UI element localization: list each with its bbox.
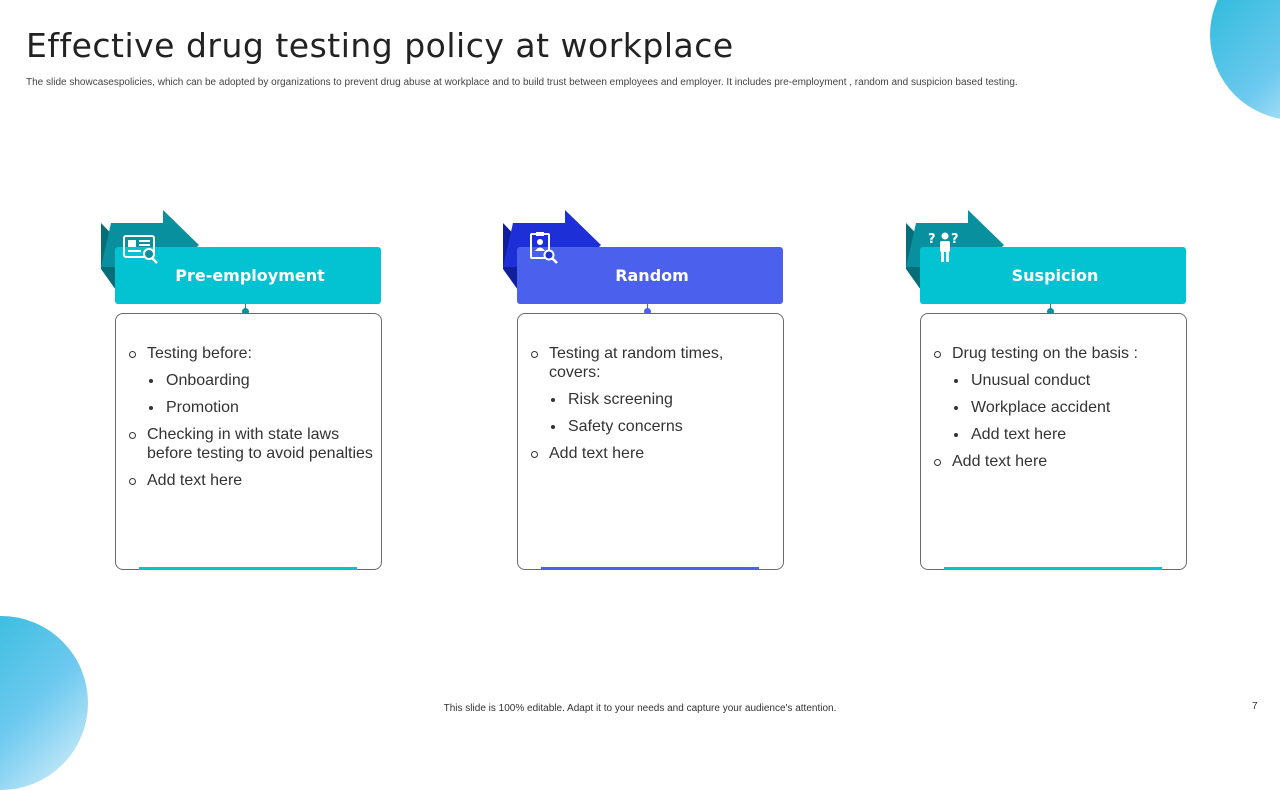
card-underline <box>944 567 1162 570</box>
svg-text:?: ? <box>928 232 936 247</box>
list-item: Testing before: <box>128 344 373 363</box>
svg-text:?: ? <box>951 232 959 247</box>
card-body <box>517 313 784 570</box>
card-title: Random <box>615 266 689 285</box>
list-subitem: Add text here <box>933 425 1178 444</box>
card-underline <box>139 567 357 570</box>
document-search-icon <box>523 230 563 266</box>
card-list <box>933 344 1178 479</box>
list-subitem: Workplace accident <box>933 398 1178 417</box>
card-underline <box>541 567 759 570</box>
decorative-circle-top-right <box>1210 0 1280 120</box>
person-question-icon <box>926 230 966 266</box>
card-list <box>530 344 775 471</box>
list-item: Drug testing on the basis : <box>933 344 1178 363</box>
card-list <box>128 344 373 498</box>
card-body <box>115 313 382 570</box>
list-subitem: Unusual conduct <box>933 371 1178 390</box>
list-subitem: Risk screening <box>530 390 775 409</box>
card-title: Suspicion <box>1011 266 1099 285</box>
list-item: Add text here <box>128 471 373 490</box>
list-subitem: Promotion <box>128 398 373 417</box>
card-pre-employment <box>93 210 393 572</box>
card-suspicion <box>898 210 1198 572</box>
list-subitem: Safety concerns <box>530 417 775 436</box>
slide-title: Effective drug testing policy at workplace <box>26 26 734 65</box>
slide-footer: This slide is 100% editable. Adapt it to your needs and capture your audience's attention. <box>443 703 837 714</box>
slide-subtitle: The slide showcasespolicies, which can be adopted by organizations to prevent drug abuse at workplace and to build trust between employees and employer. It includes pre-employment , random and suspicion based testing. <box>26 77 1018 88</box>
list-item: Add text here <box>933 452 1178 471</box>
card-title: Pre-employment <box>175 266 325 285</box>
id-card-search-icon <box>121 230 161 266</box>
list-item: Add text here <box>530 444 775 463</box>
list-item: Checking in with state laws before testing to avoid penalties <box>128 425 373 463</box>
list-item: Testing at random times, covers: <box>530 344 775 382</box>
list-subitem: Onboarding <box>128 371 373 390</box>
page-number: 7 <box>1252 701 1258 712</box>
card-body <box>920 313 1187 570</box>
card-random <box>495 210 795 572</box>
